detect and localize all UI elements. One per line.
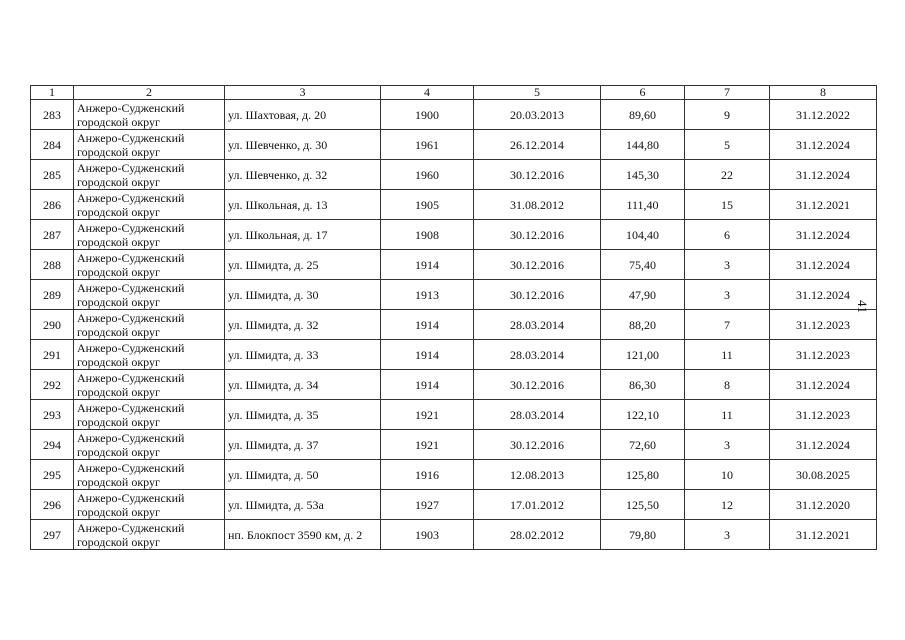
address-cell: ул. Шмидта, д. 35	[225, 400, 381, 430]
address-cell: ул. Шмидта, д. 32	[225, 310, 381, 340]
column-header: 5	[474, 86, 601, 100]
municipality-line: городской округ	[77, 204, 160, 219]
count-cell: 5	[685, 130, 770, 160]
count-cell: 3	[685, 430, 770, 460]
address-cell: ул. Шмидта, д. 37	[225, 430, 381, 460]
address-cell: ул. Шмидта, д. 53а	[225, 490, 381, 520]
date-cell: 20.03.2013	[474, 100, 601, 130]
count-cell: 11	[685, 340, 770, 370]
area-cell: 72,60	[601, 430, 685, 460]
deadline-cell: 31.12.2024	[770, 430, 877, 460]
count-cell: 11	[685, 400, 770, 430]
municipality-line: городской округ	[77, 474, 160, 489]
count-cell: 15	[685, 190, 770, 220]
area-cell: 111,40	[601, 190, 685, 220]
table-row	[31, 130, 877, 160]
municipality-line: Анжеро-Судженский	[77, 100, 185, 115]
area-cell: 75,40	[601, 250, 685, 280]
area-cell: 121,00	[601, 340, 685, 370]
count-cell: 7	[685, 310, 770, 340]
municipality-cell	[74, 340, 225, 370]
municipality-cell	[74, 370, 225, 400]
municipality-cell	[74, 490, 225, 520]
municipality-line: Анжеро-Судженский	[77, 280, 185, 295]
column-header: 8	[770, 86, 877, 100]
year-cell: 1921	[381, 400, 474, 430]
address-cell: ул. Шмидта, д. 34	[225, 370, 381, 400]
address-cell: нп. Блокпост 3590 км, д. 2	[225, 520, 381, 550]
table-row	[31, 520, 877, 550]
area-cell: 86,30	[601, 370, 685, 400]
page-number: 41	[855, 300, 870, 313]
row-number-cell: 284	[31, 130, 74, 160]
date-cell: 28.03.2014	[474, 310, 601, 340]
row-number-cell: 287	[31, 220, 74, 250]
table-row	[31, 370, 877, 400]
municipality-line: городской округ	[77, 324, 160, 339]
count-cell: 22	[685, 160, 770, 190]
column-header: 4	[381, 86, 474, 100]
address-cell: ул. Шмидта, д. 30	[225, 280, 381, 310]
row-number-cell: 289	[31, 280, 74, 310]
municipality-line: городской округ	[77, 414, 160, 429]
address-cell: ул. Шмидта, д. 33	[225, 340, 381, 370]
municipality-line: городской округ	[77, 504, 160, 519]
table-row	[31, 490, 877, 520]
date-cell: 30.12.2016	[474, 280, 601, 310]
municipality-line: городской округ	[77, 114, 160, 129]
date-cell: 26.12.2014	[474, 130, 601, 160]
address-cell: ул. Шмидта, д. 50	[225, 460, 381, 490]
municipality-cell	[74, 430, 225, 460]
year-cell: 1921	[381, 430, 474, 460]
row-number-cell: 295	[31, 460, 74, 490]
area-cell: 89,60	[601, 100, 685, 130]
date-cell: 30.12.2016	[474, 370, 601, 400]
column-header: 3	[225, 86, 381, 100]
table-row	[31, 400, 877, 430]
deadline-cell: 31.12.2020	[770, 490, 877, 520]
date-cell: 30.12.2016	[474, 160, 601, 190]
municipality-cell	[74, 460, 225, 490]
date-cell: 28.02.2012	[474, 520, 601, 550]
area-cell: 125,50	[601, 490, 685, 520]
address-cell: ул. Шмидта, д. 25	[225, 250, 381, 280]
housing-register-table	[30, 85, 877, 550]
table-row	[31, 430, 877, 460]
deadline-cell: 31.12.2023	[770, 340, 877, 370]
municipality-cell	[74, 400, 225, 430]
municipality-line: Анжеро-Судженский	[77, 160, 185, 175]
municipality-line: Анжеро-Судженский	[77, 400, 185, 415]
table-body	[31, 100, 877, 550]
count-cell: 3	[685, 250, 770, 280]
row-number-cell: 292	[31, 370, 74, 400]
municipality-cell	[74, 190, 225, 220]
table-row	[31, 280, 877, 310]
date-cell: 30.12.2016	[474, 430, 601, 460]
municipality-line: городской округ	[77, 354, 160, 369]
table-row	[31, 220, 877, 250]
municipality-line: городской округ	[77, 294, 160, 309]
deadline-cell: 31.12.2022	[770, 100, 877, 130]
date-cell: 28.03.2014	[474, 340, 601, 370]
address-cell: ул. Шевченко, д. 30	[225, 130, 381, 160]
area-cell: 144,80	[601, 130, 685, 160]
row-number-cell: 290	[31, 310, 74, 340]
municipality-line: городской округ	[77, 534, 160, 549]
table-row	[31, 100, 877, 130]
municipality-line: Анжеро-Судженский	[77, 520, 185, 535]
year-cell: 1927	[381, 490, 474, 520]
municipality-line: Анжеро-Судженский	[77, 310, 185, 325]
municipality-cell	[74, 160, 225, 190]
address-cell: ул. Шевченко, д. 32	[225, 160, 381, 190]
date-cell: 30.12.2016	[474, 220, 601, 250]
municipality-cell	[74, 130, 225, 160]
municipality-line: Анжеро-Судженский	[77, 190, 185, 205]
table-row	[31, 460, 877, 490]
count-cell: 3	[685, 520, 770, 550]
row-number-cell: 293	[31, 400, 74, 430]
row-number-cell: 294	[31, 430, 74, 460]
count-cell: 10	[685, 460, 770, 490]
year-cell: 1914	[381, 310, 474, 340]
deadline-cell: 31.12.2024	[770, 370, 877, 400]
area-cell: 145,30	[601, 160, 685, 190]
year-cell: 1961	[381, 130, 474, 160]
count-cell: 9	[685, 100, 770, 130]
deadline-cell: 31.12.2021	[770, 190, 877, 220]
year-cell: 1913	[381, 280, 474, 310]
table-row	[31, 160, 877, 190]
table-row	[31, 310, 877, 340]
date-cell: 17.01.2012	[474, 490, 601, 520]
year-cell: 1914	[381, 370, 474, 400]
year-cell: 1908	[381, 220, 474, 250]
area-cell: 104,40	[601, 220, 685, 250]
deadline-cell: 31.12.2024	[770, 220, 877, 250]
municipality-line: городской округ	[77, 264, 160, 279]
table-header-row	[31, 86, 877, 100]
table-row	[31, 340, 877, 370]
date-cell: 12.08.2013	[474, 460, 601, 490]
row-number-cell: 291	[31, 340, 74, 370]
count-cell: 8	[685, 370, 770, 400]
row-number-cell: 285	[31, 160, 74, 190]
area-cell: 122,10	[601, 400, 685, 430]
deadline-cell: 31.12.2021	[770, 520, 877, 550]
area-cell: 79,80	[601, 520, 685, 550]
date-cell: 28.03.2014	[474, 400, 601, 430]
year-cell: 1914	[381, 250, 474, 280]
date-cell: 30.12.2016	[474, 250, 601, 280]
municipality-line: городской округ	[77, 444, 160, 459]
municipality-line: Анжеро-Судженский	[77, 370, 185, 385]
municipality-cell	[74, 100, 225, 130]
row-number-cell: 286	[31, 190, 74, 220]
row-number-cell: 297	[31, 520, 74, 550]
count-cell: 6	[685, 220, 770, 250]
municipality-line: Анжеро-Судженский	[77, 250, 185, 265]
year-cell: 1903	[381, 520, 474, 550]
year-cell: 1905	[381, 190, 474, 220]
municipality-cell	[74, 310, 225, 340]
date-cell: 31.08.2012	[474, 190, 601, 220]
municipality-line: Анжеро-Судженский	[77, 490, 185, 505]
address-cell: ул. Шахтовая, д. 20	[225, 100, 381, 130]
area-cell: 125,80	[601, 460, 685, 490]
municipality-line: Анжеро-Судженский	[77, 460, 185, 475]
column-header: 6	[601, 86, 685, 100]
deadline-cell: 31.12.2024	[770, 160, 877, 190]
row-number-cell: 283	[31, 100, 74, 130]
deadline-cell: 30.08.2025	[770, 460, 877, 490]
municipality-line: Анжеро-Судженский	[77, 430, 185, 445]
municipality-line: Анжеро-Судженский	[77, 130, 185, 145]
deadline-cell: 31.12.2024	[770, 250, 877, 280]
area-cell: 88,20	[601, 310, 685, 340]
municipality-line: Анжеро-Судженский	[77, 220, 185, 235]
deadline-cell: 31.12.2023	[770, 310, 877, 340]
municipality-line: городской округ	[77, 174, 160, 189]
table-row	[31, 190, 877, 220]
row-number-cell: 296	[31, 490, 74, 520]
column-header: 1	[31, 86, 74, 100]
municipality-line: городской округ	[77, 144, 160, 159]
year-cell: 1960	[381, 160, 474, 190]
municipality-cell	[74, 250, 225, 280]
area-cell: 47,90	[601, 280, 685, 310]
year-cell: 1914	[381, 340, 474, 370]
row-number-cell: 288	[31, 250, 74, 280]
municipality-cell	[74, 280, 225, 310]
address-cell: ул. Школьная, д. 13	[225, 190, 381, 220]
municipality-cell	[74, 520, 225, 550]
municipality-line: Анжеро-Судженский	[77, 340, 185, 355]
municipality-cell	[74, 220, 225, 250]
count-cell: 3	[685, 280, 770, 310]
column-header: 7	[685, 86, 770, 100]
count-cell: 12	[685, 490, 770, 520]
address-cell: ул. Школьная, д. 17	[225, 220, 381, 250]
municipality-line: городской округ	[77, 234, 160, 249]
year-cell: 1900	[381, 100, 474, 130]
municipality-line: городской округ	[77, 384, 160, 399]
year-cell: 1916	[381, 460, 474, 490]
deadline-cell: 31.12.2023	[770, 400, 877, 430]
deadline-cell: 31.12.2024	[770, 130, 877, 160]
column-header: 2	[74, 86, 225, 100]
deadline-cell: 31.12.2024	[770, 280, 877, 310]
table-row	[31, 250, 877, 280]
